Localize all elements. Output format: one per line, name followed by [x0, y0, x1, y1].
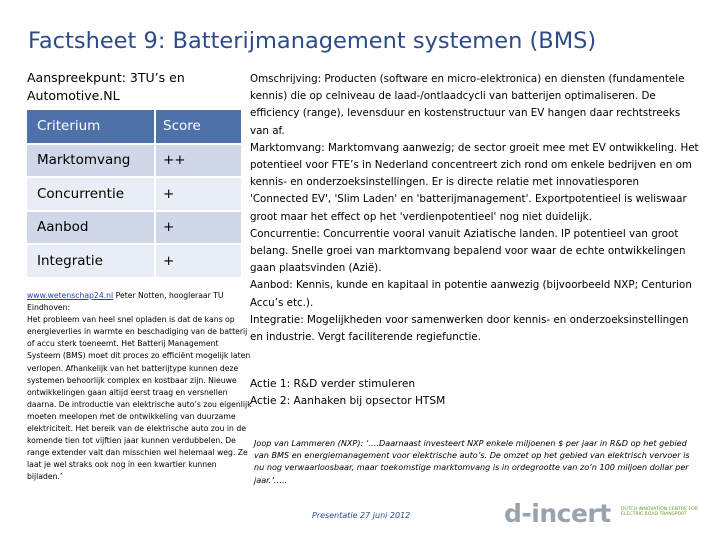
d-incert-logo: [504, 499, 714, 533]
omschrijving-paragraph: Omschrijving: Producten (software en micro-elektronica) en diensten (fundamentele kennis) die op celniveau de laad-/ontlaadcycli van batterijen optimaliseren. De efficiency (range), levensduur en kostenstructuur van EV hangen daar rechtstreeks van af.: [250, 73, 685, 137]
aanbod-paragraph: Aanbod: Kennis, kunde en kapitaal in potentie aanwezig (bijvoorbeeld NXP; Centurion Accu’s etc.).: [250, 279, 692, 309]
criterion-cell: Aanbod: [27, 211, 155, 245]
quote-text: Het probleem van heel snel opladen is dat de kans op energieverlies in warmte en beschadiging van de batterij of accu sterk toeneemt. Het Batterij Management Systeem (BMS) moet dit proces zo efficiënt mogelijk laten verlopen. Afhankelijk van het batterijtype kunnen deze systemen behoorlijk complex en kostbaar zijn. Nieuwe ontwikkelingen gaan altijd eerst traag en versnellen daarna. De introductie van elektrische auto’s zou eigenlijk moeten meelopen met de ontwikkeling van duurzame elektriciteit. Het bereik van de elektrische auto zou in de komende tien tot vijftien jaar kunnen verdubbelen. De range extender valt dan misschien wel helemaal weg. Ze laat je wel straks ook nog in een kwartier kunnen bijladen.’: [27, 315, 252, 482]
action-item: Actie 2: Aanhaken bij opsector HTSM: [250, 395, 446, 407]
marktomvang-paragraph: Marktomvang: Marktomvang aanwezig; de sector groeit mee met EV ontwikkeling. Het potentieel voor FTE’s in Nederland concentreert zich rond om enkele bedrijven en om kennis- en onderzoeksinstellingen. Er is directe relatie met innovatiesporen 'Connected EV', 'Slim Laden' en 'batterijmanagement'. Exportpotentieel is weliswaar groot maar het effect op het 'verdienpotentieel' nog niet duidelijk.: [250, 141, 699, 223]
page-title: Factsheet 9: Batterijmanagement systemen (BMS): [28, 28, 597, 54]
concurrentie-paragraph: Concurrentie: Concurrentie vooral vanuit Aziatische landen. IP potentieel van groot belang. Snelle groei van marktomvang bepalend voor waar de echte ontwikkelingen gaan plaatsvinden (Azië).: [250, 227, 686, 275]
score-cell: ++: [155, 144, 241, 178]
contact-point: Aanspreekpunt: 3TU’s en Automotive.NL: [27, 70, 185, 103]
integratie-paragraph: Integratie: Mogelijkheden voor samenwerken door kennis- en onderzoeksinstellingen en industrie. Vergt faciliterende regiefunctie.: [250, 313, 689, 344]
score-cell: +: [155, 244, 241, 278]
criterion-cell: Concurrentie: [27, 177, 155, 211]
criteria-table: [27, 110, 241, 279]
actions-list: [250, 376, 700, 410]
expert-quote: [27, 290, 253, 484]
score-cell: +: [155, 211, 241, 245]
header-score: Score: [155, 110, 241, 144]
presentation-date: Presentatie 27 juni 2012: [312, 511, 411, 520]
logo-wordmark: d-incert: [504, 499, 611, 528]
source-link[interactable]: www.wetenschap24.nl: [27, 291, 114, 300]
nxp-citation: Joop van Lammeren (NXP): ‘….Daarnaast investeert NXP enkele miljoenen $ per jaar in R&D op het gebied van BMS en energiemanagement voor elektrische auto’s. De omzet op het gebied van elektrisch vervoer is nu nog verwaarloosbaar, maar toekomstige marktomvang is in ordegrootte van zo’n 100 miljoen dollar per jaar.’…..: [254, 438, 690, 485]
table-row: [27, 244, 241, 278]
criterion-cell: Marktomvang: [27, 144, 155, 178]
table-row: [27, 211, 241, 245]
criterion-cell: Integratie: [27, 244, 155, 278]
action-item: Actie 1: R&D verder stimuleren: [250, 378, 416, 390]
description-block: [250, 71, 700, 346]
score-cell: +: [155, 177, 241, 211]
table-row: [27, 144, 241, 178]
table-row: [27, 177, 241, 211]
quote-author: Peter Notten, hoogleraar TU Eindhoven:: [27, 291, 224, 313]
header-criterion: Criterium: [27, 110, 155, 144]
table-header-row: [27, 110, 241, 144]
logo-tagline: DUTCH INNOVATION CENTRE FOR ELECTRIC ROAD TRANSPORT: [621, 507, 698, 518]
